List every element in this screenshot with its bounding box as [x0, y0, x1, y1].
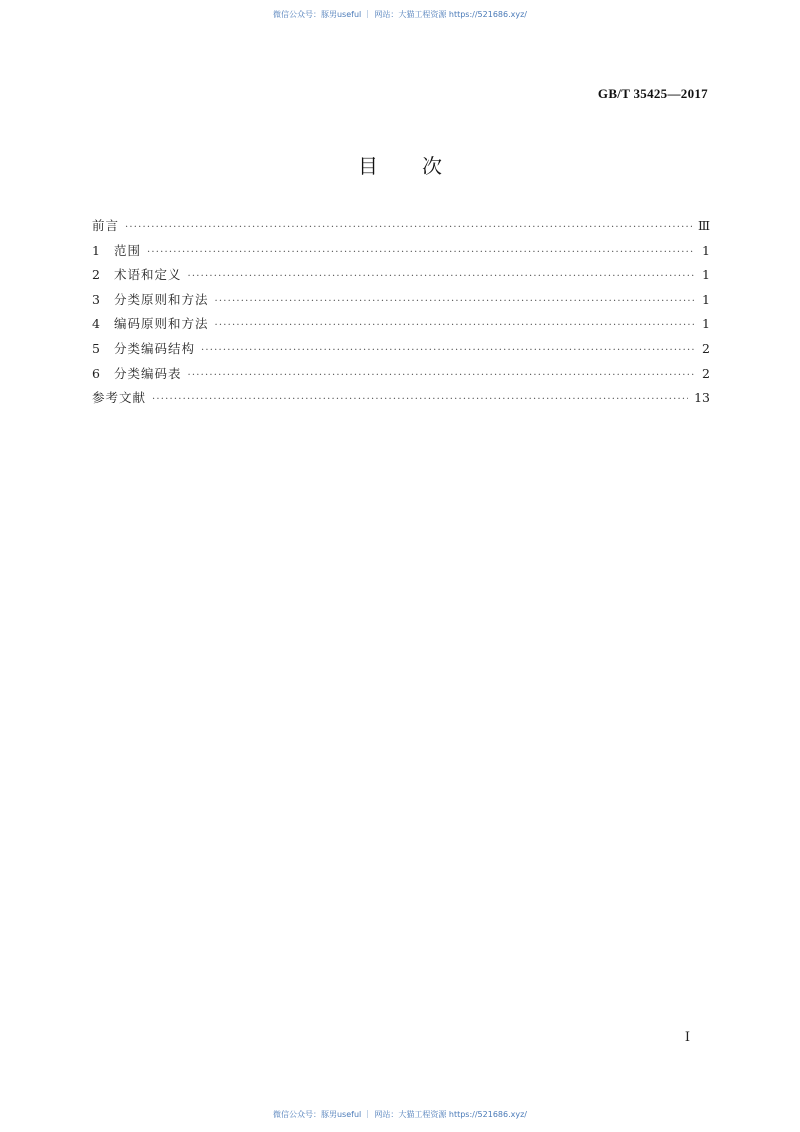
toc-leader [152, 394, 688, 405]
toc-label: 分类编码结构 [114, 340, 196, 356]
toc-page: 1 [702, 316, 710, 332]
standard-code: GB/T 35425—2017 [597, 86, 708, 101]
toc-label: 术语和定义 [114, 267, 182, 283]
toc-leader [125, 222, 692, 233]
toc-page: 1 [702, 267, 710, 283]
toc-leader [188, 271, 694, 282]
table-of-contents [92, 216, 710, 413]
toc-label: 范围 [114, 242, 142, 258]
toc-number: 3 [92, 291, 100, 307]
toc-number: 2 [92, 267, 100, 283]
toc-label: 编码原则和方法 [114, 316, 209, 332]
toc-row-foreword[interactable] [92, 216, 710, 241]
toc-page: 2 [702, 365, 710, 381]
toc-leader [215, 296, 694, 307]
toc-row-code-table[interactable] [92, 364, 710, 389]
toc-number: 1 [92, 242, 100, 258]
toc-title-text: 目次 [358, 154, 486, 178]
toc-row-scope[interactable] [92, 241, 710, 266]
toc-label: 分类编码表 [114, 365, 182, 381]
toc-label: 分类原则和方法 [114, 291, 209, 307]
toc-title [0, 150, 800, 179]
toc-leader [147, 247, 694, 258]
toc-page: Ⅲ [697, 218, 710, 233]
toc-page: 2 [702, 340, 710, 356]
toc-row-coding-principles[interactable] [92, 314, 710, 339]
toc-label: 前言 [92, 218, 120, 233]
watermark-top: 微信公众号：豚男useful ｜ 网站：大猫工程资源 https://521686.xyz/ [272, 10, 528, 19]
toc-leader [188, 370, 694, 381]
toc-number: 5 [92, 340, 100, 356]
toc-page: 1 [702, 291, 710, 307]
toc-row-terms[interactable] [92, 265, 710, 290]
toc-page: 1 [702, 242, 710, 258]
toc-leader [201, 345, 694, 356]
toc-page: 13 [694, 390, 710, 406]
toc-leader [215, 320, 694, 331]
toc-row-classification-principles[interactable] [92, 290, 710, 315]
watermark-bottom: 微信公众号：豚男useful ｜ 网站：大猫工程资源 https://521686.xyz/ [272, 1110, 528, 1119]
toc-number: 4 [92, 316, 100, 332]
toc-number: 6 [92, 365, 100, 381]
toc-row-code-structure[interactable] [92, 339, 710, 364]
page-number: Ⅰ [684, 1030, 690, 1045]
toc-label: 参考文献 [92, 390, 147, 406]
toc-row-references[interactable] [92, 388, 710, 413]
